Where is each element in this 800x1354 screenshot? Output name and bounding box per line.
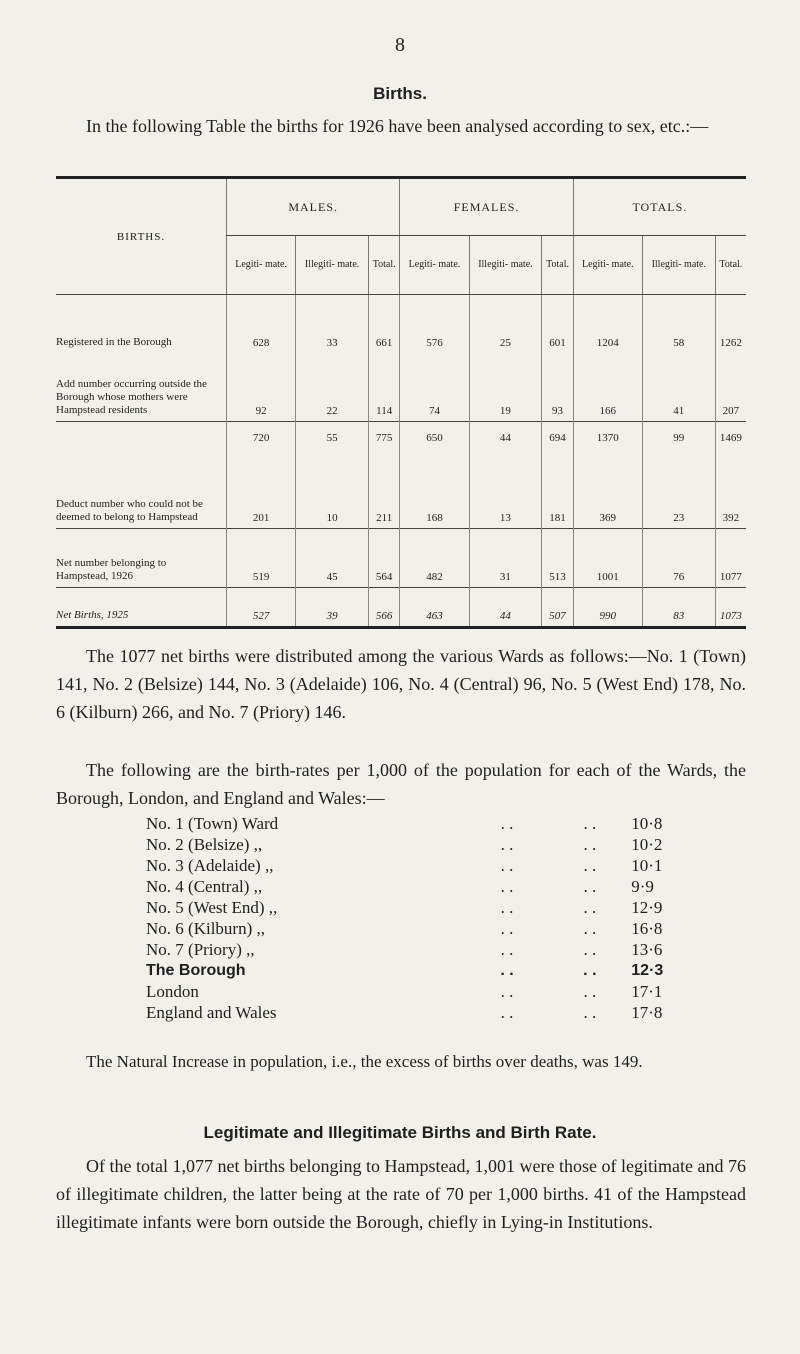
table-cell: 22 bbox=[296, 353, 369, 422]
page-number: 8 bbox=[395, 34, 405, 56]
rate-name: London bbox=[146, 981, 199, 1001]
table-cell: 44 bbox=[469, 422, 542, 459]
leader-dots: . . bbox=[500, 813, 514, 833]
leader-dots: . . bbox=[500, 939, 514, 959]
birth-rates-intro-paragraph: The following are the birth-rates per 1,000 of the population for each of the Wards, the Borough, London, and England and Wales:— bbox=[56, 760, 746, 808]
rate-name: No. 4 (Central) ,, bbox=[146, 876, 263, 896]
table-cell: 482 bbox=[400, 529, 469, 588]
row-label bbox=[56, 422, 227, 459]
table-cell: 1370 bbox=[573, 422, 642, 459]
table-cell: 181 bbox=[542, 458, 573, 529]
table-cell: 201 bbox=[227, 458, 296, 529]
table-cell: 13 bbox=[469, 458, 542, 529]
totals-group-header: TOTALS. bbox=[573, 178, 746, 236]
list-item bbox=[146, 876, 726, 897]
leader-dots: . . bbox=[583, 1002, 597, 1022]
subheading: Legitimate and Illegitimate Births and Birth Rate. bbox=[203, 1123, 597, 1142]
table-cell: 1001 bbox=[573, 529, 642, 588]
table-cell: 166 bbox=[573, 353, 642, 422]
table-cell: 76 bbox=[642, 529, 715, 588]
table-cell: 41 bbox=[642, 353, 715, 422]
table-cell: 55 bbox=[296, 422, 369, 459]
table-cell: 650 bbox=[400, 422, 469, 459]
table-cell: 564 bbox=[368, 529, 399, 588]
table-cell: 392 bbox=[715, 458, 746, 529]
rate-name: The Borough bbox=[146, 961, 246, 979]
table-cell: 23 bbox=[642, 458, 715, 529]
row-label: Add number occurring outside the Borough whose mothers were Hampstead residents bbox=[56, 378, 207, 416]
leader-dots: . . bbox=[583, 855, 597, 875]
subheader-illegitimate: Illegiti- mate. bbox=[296, 236, 369, 295]
list-item bbox=[146, 960, 726, 981]
leader-dots: . . bbox=[500, 918, 514, 938]
table-cell: 369 bbox=[573, 458, 642, 529]
table-cell: 694 bbox=[542, 422, 573, 459]
subheader-illegitimate: Illegiti- mate. bbox=[642, 236, 715, 295]
row-label: Registered in the Borough bbox=[56, 336, 172, 348]
row-label: Net Births, 1925 bbox=[56, 588, 227, 628]
rate-value: 10·1 bbox=[631, 855, 663, 875]
subtotal-row bbox=[56, 422, 746, 459]
table-cell: 566 bbox=[368, 588, 399, 628]
table-cell: 211 bbox=[368, 458, 399, 529]
table-cell: 168 bbox=[400, 458, 469, 529]
table-cell: 527 bbox=[227, 588, 296, 628]
rate-value: 10·2 bbox=[631, 834, 663, 854]
section-title: Births. bbox=[373, 84, 427, 103]
natural-increase-paragraph: The Natural Increase in population, i.e., the excess of births over deaths, was 149. bbox=[86, 1052, 643, 1071]
ward-distribution-paragraph: The 1077 net births were distributed among the various Wards as follows:—No. 1 (Town) 141, No. 2 (Belsize) 144, No. 3 (Adelaide) 106, No. 4 (Central) 96, No. 5 (West End) 178, No. 6 (Kilburn) 266, and No. 7 (Priory) 146. bbox=[56, 646, 746, 722]
subheader-legitimate: Legiti- mate. bbox=[573, 236, 642, 295]
rate-name: No. 7 (Priory) ,, bbox=[146, 939, 255, 959]
rate-value: 10·8 bbox=[631, 813, 663, 833]
table-row bbox=[56, 458, 746, 529]
leader-dots: . . bbox=[583, 834, 597, 854]
list-item bbox=[146, 981, 726, 1002]
table-cell: 1262 bbox=[715, 295, 746, 354]
table-cell: 507 bbox=[542, 588, 573, 628]
rate-name: No. 5 (West End) ,, bbox=[146, 897, 278, 917]
table-cell: 1469 bbox=[715, 422, 746, 459]
males-group-header: MALES. bbox=[227, 178, 400, 236]
row-label: Deduct number who could not be deemed to belong to Hampstead bbox=[56, 498, 203, 523]
leader-dots: . . bbox=[583, 876, 597, 896]
table-cell: 93 bbox=[542, 353, 573, 422]
table-cell: 990 bbox=[573, 588, 642, 628]
rate-value: 12·9 bbox=[631, 897, 663, 917]
subheader-total: Total. bbox=[368, 236, 399, 295]
rate-name: No. 2 (Belsize) ,, bbox=[146, 834, 263, 854]
subheader-total: Total. bbox=[715, 236, 746, 295]
leader-dots: . . bbox=[500, 961, 514, 979]
leader-dots: . . bbox=[500, 1002, 514, 1022]
table-cell: 39 bbox=[296, 588, 369, 628]
table-row bbox=[56, 295, 746, 354]
table-cell: 775 bbox=[368, 422, 399, 459]
rate-value: 12·3 bbox=[631, 961, 664, 979]
table-cell: 601 bbox=[542, 295, 573, 354]
leader-dots: . . bbox=[500, 981, 514, 1001]
rate-value: 16·8 bbox=[631, 918, 663, 938]
table-cell: 720 bbox=[227, 422, 296, 459]
subheader-total: Total. bbox=[542, 236, 573, 295]
list-item bbox=[146, 813, 726, 834]
list-item bbox=[146, 834, 726, 855]
intro-paragraph: In the following Table the births for 1926 have been analysed according to sex, etc.:— bbox=[86, 116, 709, 136]
list-item bbox=[146, 1002, 726, 1023]
leader-dots: . . bbox=[583, 918, 597, 938]
table-cell: 463 bbox=[400, 588, 469, 628]
list-item bbox=[146, 855, 726, 876]
table-cell: 33 bbox=[296, 295, 369, 354]
table-cell: 45 bbox=[296, 529, 369, 588]
table-cell: 83 bbox=[642, 588, 715, 628]
table-cell: 1204 bbox=[573, 295, 642, 354]
table-group-header-row bbox=[56, 178, 746, 236]
table-cell: 1073 bbox=[715, 588, 746, 628]
rate-name: England and Wales bbox=[146, 1002, 277, 1022]
leader-dots: . . bbox=[500, 834, 514, 854]
females-group-header: FEMALES. bbox=[400, 178, 573, 236]
leader-dots: . . bbox=[500, 855, 514, 875]
table-cell: 31 bbox=[469, 529, 542, 588]
table-row bbox=[56, 353, 746, 422]
list-item bbox=[146, 939, 726, 960]
subheader-illegitimate: Illegiti- mate. bbox=[469, 236, 542, 295]
leader-dots: . . bbox=[583, 961, 597, 979]
table-cell: 58 bbox=[642, 295, 715, 354]
legitimacy-paragraph: Of the total 1,077 net births belonging to Hampstead, 1,001 were those of legitimate and 76 of illegitimate children, the latter being at the rate of 70 per 1,000 births. 41 of the Hampstead illegitimate infants were born outside the Borough, chiefly in Lying-in Institutions. bbox=[56, 1156, 746, 1232]
births-table bbox=[56, 176, 746, 629]
table-cell: 74 bbox=[400, 353, 469, 422]
table-cell: 576 bbox=[400, 295, 469, 354]
table-cell: 19 bbox=[469, 353, 542, 422]
leader-dots: . . bbox=[500, 897, 514, 917]
subheader-legitimate: Legiti- mate. bbox=[227, 236, 296, 295]
leader-dots: . . bbox=[583, 897, 597, 917]
rate-name: No. 6 (Kilburn) ,, bbox=[146, 918, 265, 938]
table-cell: 628 bbox=[227, 295, 296, 354]
leader-dots: . . bbox=[583, 939, 597, 959]
rate-value: 17·1 bbox=[631, 981, 663, 1001]
rate-name: No. 3 (Adelaide) ,, bbox=[146, 855, 274, 875]
subheader-legitimate: Legiti- mate. bbox=[400, 236, 469, 295]
list-item bbox=[146, 918, 726, 939]
table-cell: 207 bbox=[715, 353, 746, 422]
table-cell: 519 bbox=[227, 529, 296, 588]
birth-rates-list bbox=[146, 813, 726, 1023]
births-column-header: BIRTHS. bbox=[56, 178, 227, 295]
table-cell: 661 bbox=[368, 295, 399, 354]
table-cell: 10 bbox=[296, 458, 369, 529]
table-cell: 44 bbox=[469, 588, 542, 628]
leader-dots: . . bbox=[500, 876, 514, 896]
rate-value: 17·8 bbox=[631, 1002, 663, 1022]
rate-value: 13·6 bbox=[631, 939, 663, 959]
row-label: Net number belonging to Hampstead, 1926 bbox=[56, 529, 227, 588]
leader-dots: . . bbox=[583, 813, 597, 833]
table-cell: 25 bbox=[469, 295, 542, 354]
leader-dots: . . bbox=[583, 981, 597, 1001]
rate-value: 9·9 bbox=[631, 876, 654, 896]
table-cell: 513 bbox=[542, 529, 573, 588]
table-cell: 99 bbox=[642, 422, 715, 459]
table-row bbox=[56, 529, 746, 588]
table-cell: 114 bbox=[368, 353, 399, 422]
table-row bbox=[56, 588, 746, 628]
list-item bbox=[146, 897, 726, 918]
table-cell: 92 bbox=[227, 353, 296, 422]
table-cell: 1077 bbox=[715, 529, 746, 588]
rate-name: No. 1 (Town) Ward bbox=[146, 813, 279, 833]
